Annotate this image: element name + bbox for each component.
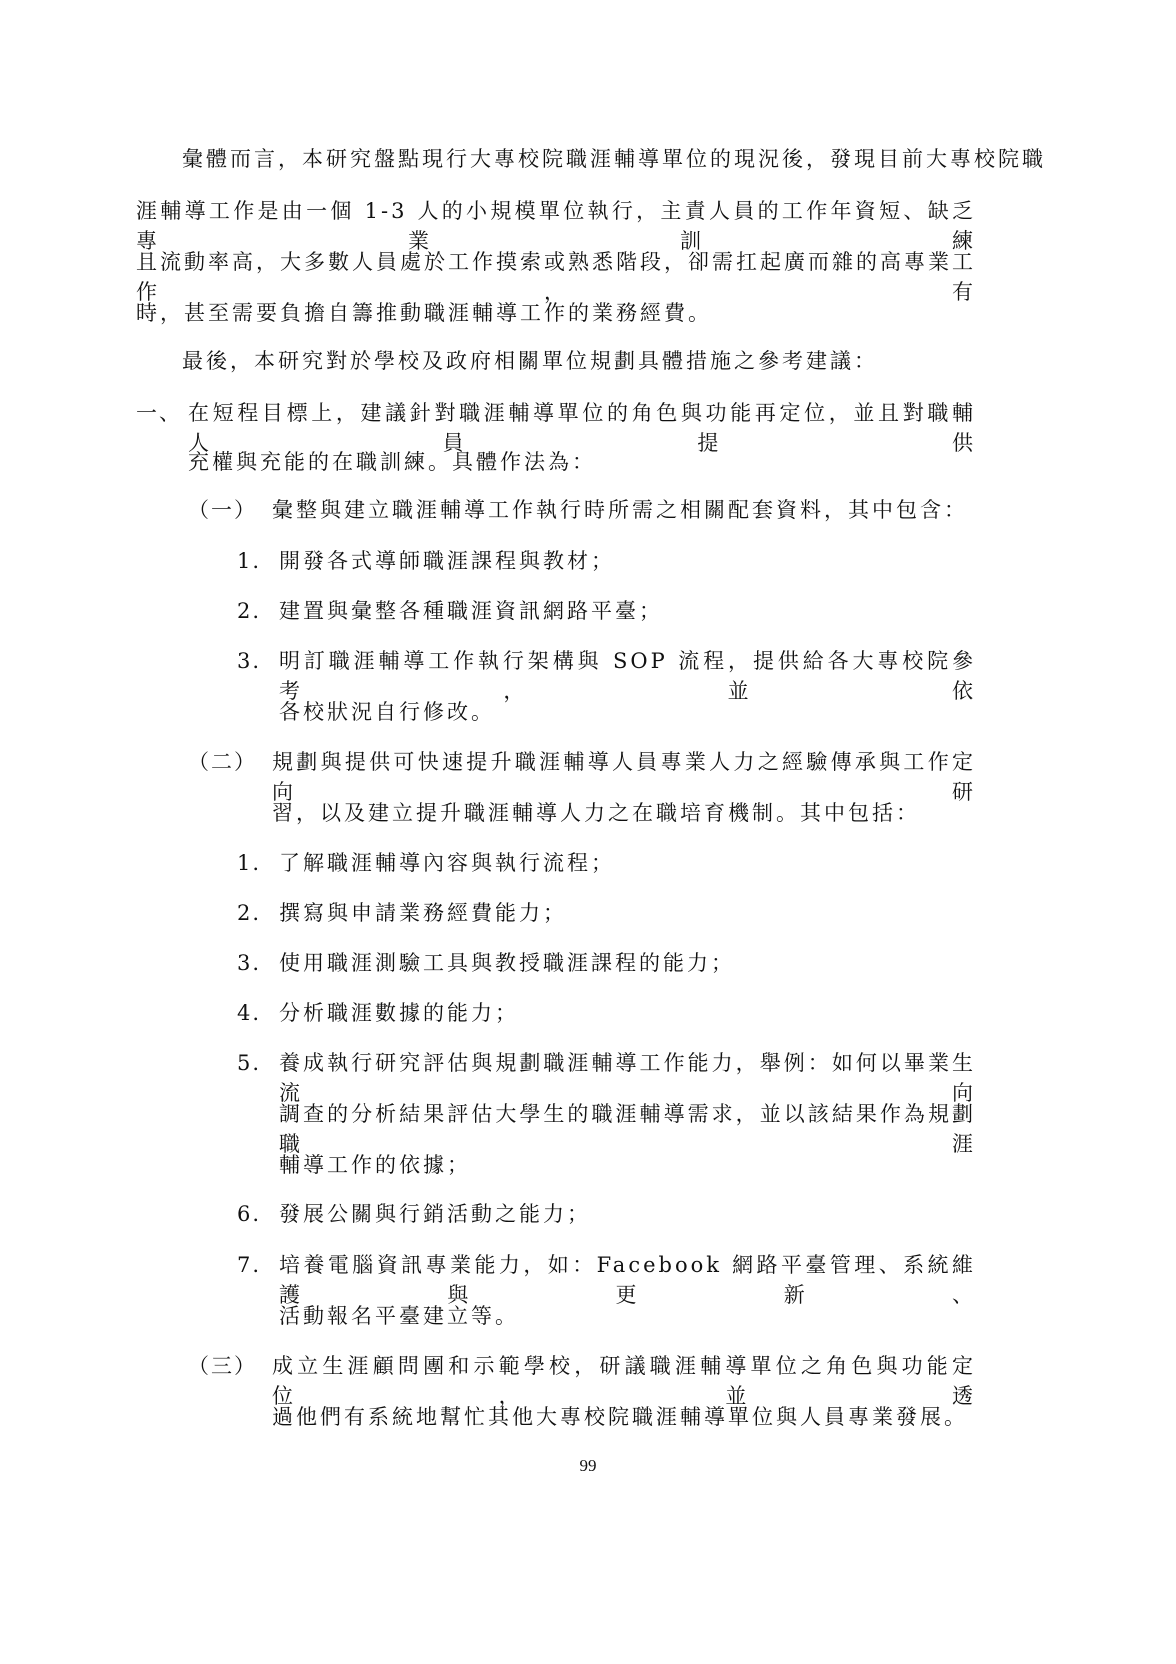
subsection-one-item-1-number: 1. <box>237 549 262 573</box>
summary-line-2: 涯輔導工作是由一個 1-3 人的小規模單位執行，主責人員的工作年資短、缺乏專業訓練 <box>136 199 976 253</box>
section-one-line-2: 充權與充能的在職訓練。具體作法為： <box>188 450 596 474</box>
subsection-two-item-5-line-3: 輔導工作的依據； <box>279 1153 471 1177</box>
subsection-two-item-3-number: 3. <box>237 951 262 975</box>
subsection-two-item-1-number: 1. <box>237 851 262 875</box>
section-one-marker: 一、 <box>136 401 182 425</box>
subsection-one-item-2-text: 建置與彙整各種職涯資訊網路平臺； <box>279 599 663 623</box>
subsection-two-item-7-line-2: 活動報名平臺建立等。 <box>279 1304 519 1328</box>
subsection-two-item-7-line-1: 培養電腦資訊專業能力，如：Facebook 網路平臺管理、系統維護與更新、 <box>279 1253 976 1307</box>
subsection-one-item-1-text: 開發各式導師職涯課程與教材； <box>279 549 615 573</box>
subsection-one-item-3-line-1: 明訂職涯輔導工作執行架構與 SOP 流程，提供給各大專校院參考，並依 <box>279 649 976 703</box>
subsection-one-line-1: 彙整與建立職涯輔導工作執行時所需之相關配套資料，其中包含： <box>272 498 968 522</box>
subsection-two-item-2-text: 撰寫與申請業務經費能力； <box>279 901 567 925</box>
subsection-one-marker: （一） <box>188 498 257 522</box>
subsection-two-marker: （二） <box>188 750 257 774</box>
subsection-two-item-7-number: 7. <box>237 1253 262 1277</box>
recommendation-intro: 最後，本研究對於學校及政府相關單位規劃具體措施之參考建議： <box>182 349 878 373</box>
subsection-two-item-4-number: 4. <box>237 1001 262 1025</box>
subsection-two-item-2-number: 2. <box>237 901 262 925</box>
summary-line-1: 彙體而言，本研究盤點現行大專校院職涯輔導單位的現況後，發現目前大專校院職 <box>182 147 1046 171</box>
subsection-three-marker: （三） <box>188 1354 257 1378</box>
subsection-three-line-1: 成立生涯顧問團和示範學校，研議職涯輔導單位之角色與功能定位，並透 <box>272 1354 976 1408</box>
subsection-two-item-5-line-1: 養成執行研究評估與規劃職涯輔導工作能力，舉例：如何以畢業生流向 <box>279 1051 976 1105</box>
subsection-one-item-3-number: 3. <box>237 649 262 673</box>
subsection-two-item-5-line-2: 調查的分析結果評估大學生的職涯輔導需求，並以該結果作為規劃職涯 <box>279 1102 976 1156</box>
subsection-two-item-6-text: 發展公關與行銷活動之能力； <box>279 1202 591 1226</box>
subsection-one-item-3-line-2: 各校狀況自行修改。 <box>279 700 495 724</box>
summary-line-4: 時，甚至需要負擔自籌推動職涯輔導工作的業務經費。 <box>136 301 712 325</box>
subsection-two-item-6-number: 6. <box>237 1202 262 1226</box>
subsection-two-line-2: 習，以及建立提升職涯輔導人力之在職培育機制。其中包括： <box>272 801 920 825</box>
page-number: 99 <box>579 1456 597 1475</box>
summary-line-3: 且流動率高，大多數人員處於工作摸索或熟悉階段，卻需扛起廣而雜的高專業工作，有 <box>136 250 976 304</box>
subsection-one-item-2-number: 2. <box>237 599 262 623</box>
subsection-two-item-5-number: 5. <box>237 1051 262 1075</box>
subsection-two-item-3-text: 使用職涯測驗工具與教授職涯課程的能力； <box>279 951 735 975</box>
subsection-two-item-4-text: 分析職涯數據的能力； <box>279 1001 519 1025</box>
subsection-three-line-2: 過他們有系統地幫忙其他大專校院職涯輔導單位與人員專業發展。 <box>272 1405 968 1429</box>
section-one-line-1: 在短程目標上，建議針對職涯輔導單位的角色與功能再定位，並且對職輔人員提供 <box>188 401 976 455</box>
subsection-two-line-1: 規劃與提供可快速提升職涯輔導人員專業人力之經驗傳承與工作定向研 <box>272 750 976 804</box>
subsection-two-item-1-text: 了解職涯輔導內容與執行流程； <box>279 851 615 875</box>
